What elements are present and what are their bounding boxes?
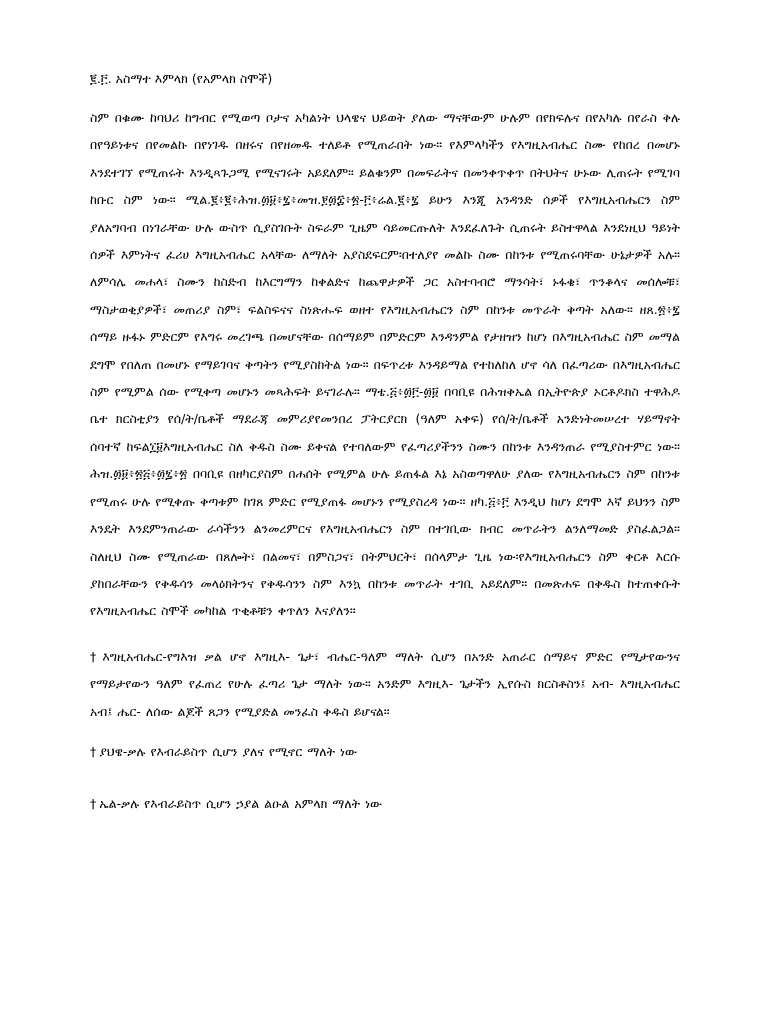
definition-text: ኤል-ቃሉ የእብራይስጥ ሲሆን ኃያል ልዑል አምላክ ማለት ነው	[99, 795, 383, 811]
main-paragraph: ስም በቁሙ ከባህሪ ከግብር የሚወጣ ቦታና አካልነት ህላዌና ህይወት ያለው ማናቸውም ሁሉም በየክፍሉና በየአካሉ በየራስ ቅሉ በየዓይነቱና በየመልኩ በየነገዱ በዘሩና በየዘመዱ ተለይቶ የሚጠራበት ነው። የእምላካችን የእግዚአብሔር ስሙ የከበረ በመሆኑ እንደተገኘ የሚጠሩት እንዲጻጉጋሚ የሚናገሩት አይደለም። ይልቁንም በመፍራትና በመንቀጥቀጥ በትህትና ሁኑው ሊጠሩት የሚገባ ከቡር ስም ነው። ሚል.፪፥፪፥ሕዝ.፴፱፥፯፥መዝ.፻፴፰፥፳-፫፥ሬል.፪፥፯ ይሁን እንጂ አንዳንድ ሰዎች የእግዚአብሔርን ስም ያለአግባብ በነገራቸው ሁሉ ውስጥ ሲያስገቡት ስፍራም ጊዜም ሳይመርጡለት እንደፈለጉት ሲጠሩት ይስተዋላል እንደነዚህ ዓይነት ሰዎች እምነትና ፈሪሀ እግዚአብሔር አላቸው ለማለት አያስደፍርም፡በተለያየ መልኩ ስሙ በከንቱ የሚጠሩባቸው ሁኔታዎች አሉ። ለምሳሌ መሐላ፣ ስሙን ከስድብ ከእርግማን ከቀልድና ከጨዋታዎች ጋር አስተባብሮ ማንሳት፣ ኑፋቄ፣ ጥንቆላና መሰሎቹ፣ ማስታወቂያዎች፣ መጠሪያ ስም፣ ፍልስፍናና ስነጽሑፍ ወዘተ የእግዚአብሔርን ስም በከንቱ መጥራት ቅጣት አለው። ዘጸ.፳፥፯ ሰማይ ዙፋኑ ምድርም የእግሩ መረገጫ በመሆናቸው በሰማይም በምድርም እንዳንምል የታዘዝን ከሆነ በእግዚአብሔር ስም መማል ደግሞ የበለጠ በመሆኑ የማይገባና ቅጣትን የሚያስከትል ነው። በፍጥረቱ እንዳይማል የተከለከለ ሆኖ ሳለ በፈጣሪው በእግዚአብሔር ስም የሚምል ሰው የሚቀጣ መሆኑን መጻሕፍት ይናገራሉ። ማቴ.፭፥፴፫-፴፱ በባቢዩ በሕዝቅኤል በኢትዮጵያ ኦርቶዶክስ ተዋሕዶ ቤተ ክርስቲያን የሰ/ት/ቤቶች ማደራጃ መምሪያየመንበረ ፓትርያርክ (ዓለም አቀፍ) የሰ/ት/ቤቶች አንድነትመሠረተ ሃይማኖት ሰባተኛ ከፍል፲፱እግዚአብሔር ስለ ቅዱስ ስሙ ይቀናል የተባለውም የፈጣሪያችንን ስሙን በከንቱ እንዳንጠራ የሚያስተምር ነው። ሕዝ.፴፱፥፳፭፥፴፯፥፳ በባቢዩ በዘካርያስም በሐሰት የሚምል ሁሉ ይጠፋል እኔ አስወጣዋለሁ ያለው የእግዚአብሔርን ስም በከንቱ የሚጠሩ ሁሉ የሚቀጡ ቅጣቱም ከገጸ ምድር የሚያጠፋ መሆኑን የሚያስረዳ ነው። ዘካ.፭፥፫ እንዲህ ከሆነ ደግሞ እኛ ይህንን ስም እንዴት እንደምንጠራው ራሳችንን ልንመረምርና የእግዚአብሔርን ስም በተገቢው ክብር መጥራትን ልንለማመድ ያስፈልጋል። ስለዚህ ስሙ የሚጠራው በጸሎት፣ በልመና፣ በምስጋና፣ በትምህርት፣ በሰላምታ ጊዜ ነው፡የእግዚአብሔርን ስም ቀርቶ እርሱ ያከበራቸውን የቅዱሳን መላዕክትንና የቅዱሳንን ስም እንኳ በከንቱ መጥራት ተገቢ አይደለም። በመጽሐፍ በቅዱስ ከተጠቀሱት የእግዚአብሔር ስሞች መካከል ጥቂቶቹን ቀጥለን እናያለን።	[90, 110, 680, 619]
dagger-icon: †	[90, 648, 100, 664]
section-heading: ፪.፫. አስማተ እምላክ (የአምላክ ስሞች)	[90, 71, 273, 86]
definition-text: ያህዌ-ቃሉ የእብራይስጥ ሲሆን ያለና የሚኖር ማለት ነው	[99, 743, 357, 759]
definition-text: እግዚአብሔር-የግእዝ ቃል ሆኖ እግዚእ- ጌታ፣ ብሔር-ዓለም ማለት ሲሆን በአንድ አጠራር ሰማይና ምድር የሚታየውንና የማይታየውን ዓለም የፈጠረ የሁሉ ፈጣሪ ጌታ ማለት ነው። አንድም እግዚእ- ጌታችን ኢየሱስ ክርስቶስን፤ አብ- እግዚአብሔር አብ፤ ሔር- ለሰው ልጆች ጸጋን የሚያድል መንፈስ ቅዱስ ይሆናል።	[90, 648, 681, 719]
dagger-icon: †	[90, 743, 97, 759]
dagger-icon: †	[90, 795, 97, 811]
document-page	[90, 68, 680, 845]
definition-item-egziabher	[90, 643, 680, 725]
definition-item-el	[90, 793, 680, 815]
definition-item-yahweh	[90, 741, 680, 763]
